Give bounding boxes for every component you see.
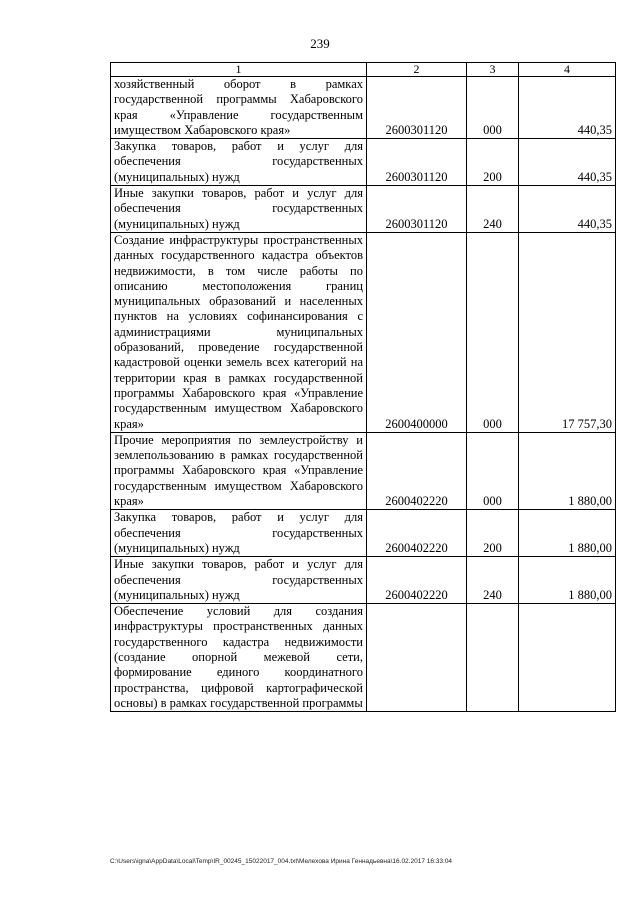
table-row <box>111 432 616 509</box>
table-row <box>111 604 616 712</box>
row-code: 2600400000 <box>367 232 467 432</box>
header-col-1: 1 <box>111 63 367 77</box>
table-row <box>111 77 616 139</box>
row-type: 000 <box>467 77 519 139</box>
row-name: Закупка товаров, работ и услуг для обеспечения государственных (муниципальных) нужд <box>111 510 367 557</box>
row-amount: 1 880,00 <box>519 432 616 509</box>
row-type: 240 <box>467 186 519 233</box>
row-name: Закупка товаров, работ и услуг для обеспечения государственных (муниципальных) нужд <box>111 139 367 186</box>
row-name: Иные закупки товаров, работ и услуг для обеспечения государственных (муниципальных) нужд <box>111 186 367 233</box>
row-amount: 1 880,00 <box>519 510 616 557</box>
row-amount: 1 880,00 <box>519 557 616 604</box>
row-name: Прочие мероприятия по землеустройству и землепользованию в рамках государственной программы Хабаровского края «Управление государственным имуществом Хабаровского края» <box>111 432 367 509</box>
page-number: 239 <box>310 36 330 51</box>
row-code: 2600402220 <box>367 510 467 557</box>
header-col-4: 4 <box>519 63 616 77</box>
row-amount: 440,35 <box>519 186 616 233</box>
table-row <box>111 139 616 186</box>
row-code: 2600402220 <box>367 432 467 509</box>
header-col-3: 3 <box>467 63 519 77</box>
row-amount: 17 757,30 <box>519 232 616 432</box>
row-amount: 440,35 <box>519 139 616 186</box>
table-row <box>111 557 616 604</box>
row-type: 200 <box>467 510 519 557</box>
row-name: хозяйственный оборот в рамках государственной программы Хабаровского края «Управление государственным имуществом Хабаровского края» <box>111 77 367 139</box>
row-type <box>467 604 519 712</box>
row-code: 2600402220 <box>367 557 467 604</box>
row-code <box>367 604 467 712</box>
row-name: Создание инфраструктуры пространственных данных государственного кадастра объектов недвижимости, в том числе работы по описанию местоположения границ муниципальных образований и населенных пунктов на условиях софинансирования с администрациями муниципальных образований, проведение государственной кадастровой оценки земель всех категорий на территории края в рамках государственной программы Хабаровского края «Управление государственным имуществом Хабаровского края» <box>111 232 367 432</box>
row-name: Обеспечение условий для создания инфраструктуры пространственных данных государственного кадастра недвижимости (создание опорной межевой сети, формирование единого координатного пространства, цифровой картографической основы) в рамках государственной программы <box>111 604 367 712</box>
budget-table <box>110 62 616 712</box>
row-amount <box>519 604 616 712</box>
row-type: 000 <box>467 432 519 509</box>
row-type: 000 <box>467 232 519 432</box>
document-footer-path: C:\Users\igna\AppData\Local\Temp\IR_00245_15022017_004.txt\Мелехова Ирина Геннадьевна\16.02.2017 16:33:04 <box>110 858 453 865</box>
row-type: 240 <box>467 557 519 604</box>
row-code: 2600301120 <box>367 186 467 233</box>
table-row <box>111 232 616 432</box>
row-code: 2600301120 <box>367 77 467 139</box>
row-code: 2600301120 <box>367 139 467 186</box>
table-row <box>111 186 616 233</box>
row-name: Иные закупки товаров, работ и услуг для обеспечения государственных (муниципальных) нужд <box>111 557 367 604</box>
header-col-2: 2 <box>367 63 467 77</box>
row-type: 200 <box>467 139 519 186</box>
header-row <box>111 63 616 77</box>
row-amount: 440,35 <box>519 77 616 139</box>
table-row <box>111 510 616 557</box>
